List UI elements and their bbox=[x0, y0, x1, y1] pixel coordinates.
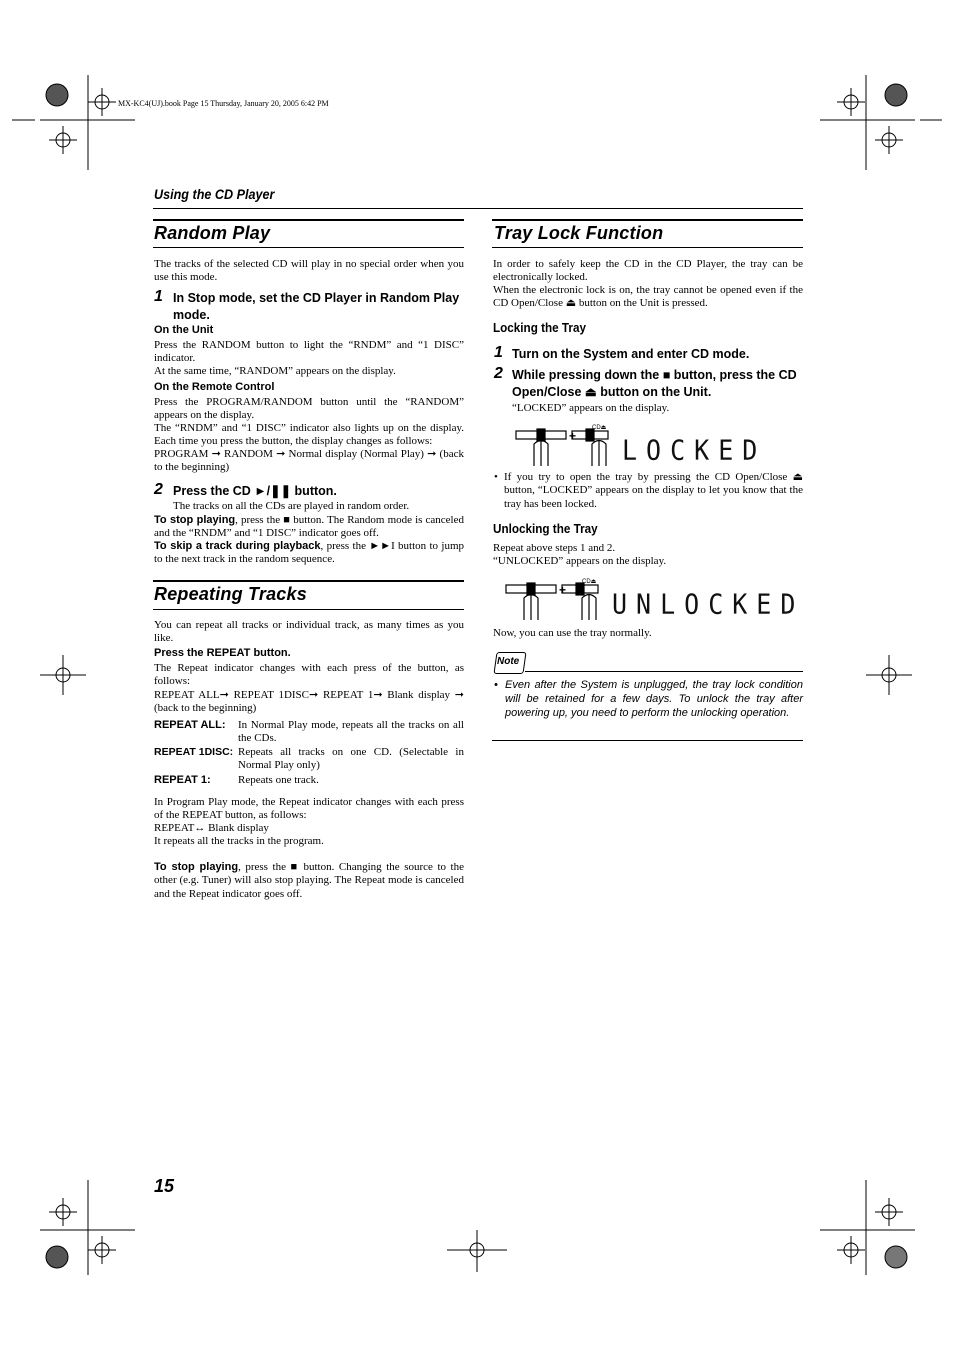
repeat-stop bbox=[154, 861, 464, 901]
svg-text:CD⏏: CD⏏ bbox=[592, 425, 607, 431]
random-play-title: Random Play bbox=[154, 223, 271, 243]
unlocked-buttons-illustration bbox=[502, 576, 602, 622]
repeat-sequence: REPEAT ALL➞ REPEAT 1DISC➞ REPEAT 1➞ Blank display ➞ (back to the beginning) bbox=[154, 689, 464, 715]
on-unit-text2: At the same time, “RANDOM” appears on the display. bbox=[154, 365, 396, 377]
on-unit-text: Press the RANDOM button to light the “RNDM” and “1 DISC” indicator. bbox=[154, 339, 464, 365]
program-seq: REPEAT↔ Blank display bbox=[154, 822, 269, 834]
unlocked-display: UNLOCKED bbox=[612, 588, 805, 620]
random-skip bbox=[154, 540, 464, 567]
note-top-rule bbox=[525, 671, 803, 672]
locked-display: LOCKED bbox=[622, 434, 767, 466]
note-bullet: • bbox=[494, 679, 498, 691]
random-intro: The tracks of the selected CD will play in no special order when you use this mode. bbox=[154, 258, 464, 284]
remote-text3: PROGRAM ➞ RANDOM ➞ Normal display (Normal Play) ➞ (back to the beginning) bbox=[154, 448, 464, 474]
repeat-1-desc: Repeats one track. bbox=[238, 774, 319, 786]
random-skip-text: , press the ►►I button to jump to the next track in the random sequence. bbox=[154, 540, 464, 566]
page-number: 15 bbox=[154, 1176, 175, 1196]
program-text: In Program Play mode, the Repeat indicator changes with each press of the REPEAT button, as follows: bbox=[154, 796, 464, 822]
random-step2-number: 2 bbox=[154, 481, 163, 498]
repeat-stop-text: , press the ■ button. Changing the source to the other (e.g. Tuner) will also stop playing. The Repeat mode is canceled and the Repeat indicator goes off. bbox=[154, 861, 464, 900]
repeat-press-text: The Repeat indicator changes with each press of the button, as follows: bbox=[154, 662, 464, 688]
tray-title-bottom-rule bbox=[492, 247, 803, 248]
note-label: Note bbox=[497, 656, 520, 667]
random-stop bbox=[154, 514, 464, 541]
repeat-all-desc: In Normal Play mode, repeats all the tracks on all the CDs. bbox=[238, 719, 464, 745]
repeat-all-term: REPEAT ALL: bbox=[154, 719, 226, 731]
unlock-text3: Now, you can use the tray normally. bbox=[493, 627, 652, 639]
random-step1-number: 1 bbox=[154, 288, 163, 305]
repeat-1-term: REPEAT 1: bbox=[154, 774, 211, 786]
repeat-title-top-rule bbox=[153, 580, 464, 582]
remote-text: Press the PROGRAM/RANDOM button until the “RANDOM” appears on the display. bbox=[154, 396, 464, 422]
on-unit-label: On the Unit bbox=[154, 324, 214, 336]
running-head-rule bbox=[153, 208, 803, 209]
svg-text:CD⏏: CD⏏ bbox=[582, 579, 597, 585]
unlock-text: Repeat above steps 1 and 2. bbox=[493, 542, 616, 554]
unlock-text2: “UNLOCKED” appears on the display. bbox=[493, 555, 667, 567]
remote-label: On the Remote Control bbox=[154, 381, 275, 393]
random-title-top-rule bbox=[153, 219, 464, 221]
repeating-title: Repeating Tracks bbox=[154, 584, 307, 604]
random-stop-label: To stop playing bbox=[154, 514, 236, 526]
locked-buttons-illustration bbox=[512, 422, 612, 468]
program-text2: It repeats all the tracks in the program. bbox=[154, 835, 324, 847]
svg-text:+: + bbox=[569, 429, 577, 443]
tray-lock-title: Tray Lock Function bbox=[494, 223, 664, 243]
locking-title: Locking the Tray bbox=[493, 320, 586, 335]
random-title-bottom-rule bbox=[153, 247, 464, 248]
lock-step2-text: “LOCKED” appears on the display. bbox=[512, 402, 670, 414]
header-info: MX-KC4(UJ).book Page 15 Thursday, January 20, 2005 6:42 PM bbox=[118, 99, 329, 108]
repeat-stop-label: To stop playing bbox=[154, 861, 239, 873]
lock-bullet-text: If you try to open the tray by pressing the CD Open/Close ⏏ button, “LOCKED” appears on the display to let you know that the tray has been locked. bbox=[504, 471, 803, 510]
lock-bullet-dot: • bbox=[494, 471, 498, 483]
lock-step2: While pressing down the ■ button, press the CD Open/Close ⏏ button on the Unit. bbox=[512, 368, 797, 399]
random-stop-text: , press the ■ button. The Random mode is canceled and the “RNDM” and “1 DISC” indicator goes off. bbox=[154, 514, 464, 540]
random-step2-text: The tracks on all the CDs are played in random order. bbox=[173, 500, 410, 512]
lock-step1: Turn on the System and enter CD mode. bbox=[512, 347, 750, 361]
repeat-1disc-desc: Repeats all tracks on one CD. (Selectable in Normal Play only) bbox=[238, 746, 464, 772]
random-skip-label: To skip a track during playback bbox=[154, 540, 321, 552]
repeat-press-label: Press the REPEAT button. bbox=[154, 647, 291, 659]
remote-text2: The “RNDM” and “1 DISC” indicator also lights up on the display. Each time you press the button, the display changes as follows: bbox=[154, 422, 464, 448]
lock-step2-number: 2 bbox=[494, 365, 503, 382]
repeat-1disc-term: REPEAT 1DISC: bbox=[154, 746, 234, 758]
note-bottom-rule bbox=[492, 740, 803, 741]
svg-text:+: + bbox=[559, 583, 567, 597]
note-text: Even after the System is unplugged, the tray lock condition will be retained for a few days. To unlock the tray after powering up, you need to perform the unlocking operation. bbox=[505, 679, 803, 719]
random-step1: In Stop mode, set the CD Player in Random Play mode. bbox=[173, 291, 460, 322]
tray-intro: In order to safely keep the CD in the CD Player, the tray can be electronically locked. bbox=[493, 258, 803, 284]
tray-intro2: When the electronic lock is on, the tray cannot be opened even if the CD Open/Close ⏏ button on the Unit is pressed. bbox=[493, 284, 803, 310]
random-step2: Press the CD ►/❚❚ button. bbox=[173, 484, 337, 498]
running-head: Using the CD Player bbox=[154, 186, 275, 202]
repeat-title-bottom-rule bbox=[153, 609, 464, 610]
unlocking-title: Unlocking the Tray bbox=[493, 521, 598, 536]
repeat-intro: You can repeat all tracks or individual track, as many times as you like. bbox=[154, 619, 464, 645]
tray-title-top-rule bbox=[492, 219, 803, 221]
lock-step1-number: 1 bbox=[494, 344, 503, 361]
